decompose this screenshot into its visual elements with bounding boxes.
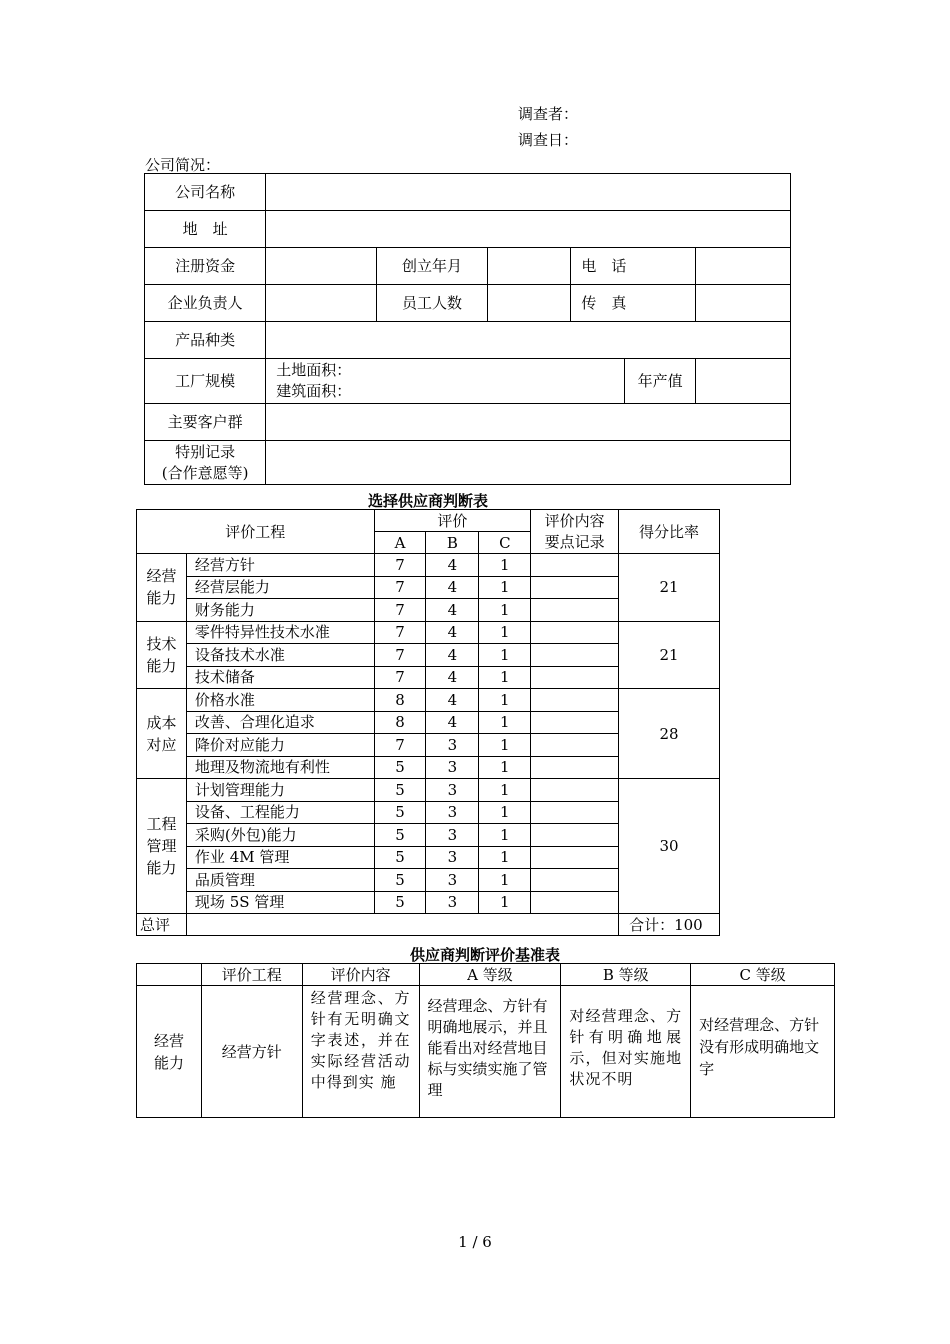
manager-value[interactable] (266, 285, 377, 322)
judge-row (137, 621, 720, 644)
judge-table-title: 选择供应商判断表 (367, 492, 488, 510)
judge-score-a: 7 (374, 644, 426, 667)
judge-notes[interactable] (531, 801, 619, 824)
judge-total-blank (186, 914, 618, 936)
judge-score-a: 5 (374, 846, 426, 869)
judge-item: 经营方针 (186, 554, 374, 577)
judge-score-a: 5 (374, 869, 426, 892)
judge-col-item: 评价工程 (137, 510, 375, 554)
judge-total-value: 合计：100 (619, 914, 720, 936)
manager-label: 企业负责人 (145, 285, 266, 322)
judge-row (137, 554, 720, 577)
judge-score-c: 1 (479, 599, 531, 622)
judge-group-name-line: 管理 (146, 837, 177, 855)
special-label-line1: 特别记录 (175, 442, 236, 461)
judge-group-name-line: 对应 (146, 735, 177, 754)
products-value[interactable] (266, 322, 791, 359)
judge-score-b: 4 (426, 644, 479, 667)
judge-score-c: 1 (479, 576, 531, 599)
founded-label: 创立年月 (377, 248, 487, 285)
phone-label: 电 话 (571, 248, 696, 285)
judge-notes[interactable] (531, 711, 619, 734)
judge-col-notes-line1: 评价内容 (544, 511, 605, 530)
building-label: 建筑面积： (276, 382, 352, 400)
survey-date-label: 调查日： (518, 131, 579, 149)
judge-score-c: 1 (479, 801, 531, 824)
judge-notes[interactable] (531, 554, 619, 577)
judge-item: 设备技术水准 (186, 644, 374, 667)
land-label: 土地面积： (276, 361, 352, 379)
criteria-col-b: B 等级 (561, 964, 691, 986)
criteria-col-c: C 等级 (691, 964, 835, 986)
judge-score-a: 5 (374, 801, 426, 824)
judge-group-ratio: 28 (619, 689, 720, 779)
judge-row (137, 689, 720, 712)
judge-col-b: B (426, 532, 479, 554)
criteria-a-level: 经营理念、方针有明确地展示，并且能看出对经营地目标与实绩实施了管理 (419, 986, 561, 1118)
judge-col-notes-line2: 要点记录 (544, 532, 605, 551)
criteria-col-item: 评价工程 (201, 964, 302, 986)
judge-group-name (137, 779, 187, 914)
founded-value[interactable] (487, 248, 571, 285)
judge-score-a: 8 (374, 689, 426, 712)
capital-value[interactable] (266, 248, 377, 285)
judge-score-b: 3 (426, 779, 479, 802)
judge-score-a: 7 (374, 621, 426, 644)
judge-score-b: 4 (426, 689, 479, 712)
judge-item: 作业 4M 管理 (186, 846, 374, 869)
capital-label: 注册资金 (145, 248, 266, 285)
judge-notes[interactable] (531, 779, 619, 802)
judge-notes[interactable] (531, 891, 619, 914)
judge-score-a: 5 (374, 891, 426, 914)
company-name-value[interactable] (266, 174, 791, 211)
criteria-category-line2: 能力 (153, 1053, 184, 1072)
judge-col-c: C (479, 532, 531, 554)
judge-score-b: 3 (426, 756, 479, 779)
factory-label: 工厂规模 (145, 359, 266, 404)
judge-score-c: 1 (479, 891, 531, 914)
judge-group-name (137, 689, 187, 779)
judge-notes[interactable] (531, 869, 619, 892)
judge-score-a: 7 (374, 576, 426, 599)
fax-value[interactable] (695, 285, 790, 322)
judge-group-name-line: 能力 (146, 589, 177, 608)
criteria-item: 经营方针 (201, 986, 302, 1118)
address-value[interactable] (266, 211, 791, 248)
judge-score-c: 1 (479, 779, 531, 802)
judge-group-name-line: 技术 (146, 634, 177, 653)
judge-group-ratio: 21 (619, 621, 720, 689)
judge-col-eval: 评价 (374, 510, 531, 532)
company-info-table (144, 173, 791, 485)
supplier-judge-table (136, 509, 720, 936)
judge-item: 计划管理能力 (186, 779, 374, 802)
judge-notes[interactable] (531, 599, 619, 622)
judge-score-a: 7 (374, 666, 426, 689)
customers-label: 主要客户群 (145, 404, 266, 441)
phone-value[interactable] (695, 248, 790, 285)
judge-notes[interactable] (531, 824, 619, 847)
fax-label: 传 真 (571, 285, 696, 322)
customers-value[interactable] (266, 404, 791, 441)
judge-group-name-line: 能力 (146, 656, 177, 675)
judge-score-b: 3 (426, 869, 479, 892)
judge-notes[interactable] (531, 644, 619, 667)
judge-score-a: 8 (374, 711, 426, 734)
judge-score-c: 1 (479, 644, 531, 667)
judge-group-name-line: 经营 (146, 567, 177, 586)
surveyor-label: 调查者： (518, 105, 579, 123)
judge-score-c: 1 (479, 689, 531, 712)
criteria-col-blank (137, 964, 202, 986)
judge-score-c: 1 (479, 554, 531, 577)
criteria-table-title: 供应商判断评价基准表 (409, 946, 560, 964)
judge-score-b: 3 (426, 734, 479, 757)
judge-notes[interactable] (531, 756, 619, 779)
page-number: 1 / 6 (458, 1233, 492, 1251)
judge-score-b: 4 (426, 554, 479, 577)
judge-item: 地理及物流地有利性 (186, 756, 374, 779)
criteria-category-line1: 经营 (153, 1031, 184, 1050)
judge-item: 经营层能力 (186, 576, 374, 599)
judge-notes[interactable] (531, 666, 619, 689)
judge-score-c: 1 (479, 734, 531, 757)
judge-item: 降价对应能力 (186, 734, 374, 757)
judge-notes[interactable] (531, 689, 619, 712)
judge-item: 价格水准 (186, 689, 374, 712)
judge-score-c: 1 (479, 846, 531, 869)
judge-score-b: 4 (426, 621, 479, 644)
staff-label: 员工人数 (377, 285, 487, 322)
judge-item: 财务能力 (186, 599, 374, 622)
judge-score-b: 3 (426, 891, 479, 914)
judge-total-label: 总评 (137, 914, 187, 936)
judge-group-name-line: 工程 (146, 815, 177, 833)
judge-item: 改善、合理化追求 (186, 711, 374, 734)
judge-notes[interactable] (531, 576, 619, 599)
criteria-content: 经营理念、方针有无明确文字表述，并在实际经营活动中得到实 施 (302, 986, 419, 1118)
judge-score-c: 1 (479, 666, 531, 689)
output-label: 年产值 (625, 359, 696, 404)
judge-score-b: 3 (426, 801, 479, 824)
judge-col-a: A (374, 532, 426, 554)
judge-score-a: 5 (374, 756, 426, 779)
criteria-table (136, 963, 835, 1118)
judge-notes[interactable] (531, 846, 619, 869)
judge-score-a: 7 (374, 554, 426, 577)
criteria-col-a: A 等级 (419, 964, 561, 986)
judge-score-b: 4 (426, 576, 479, 599)
judge-score-c: 1 (479, 711, 531, 734)
judge-item: 零件特异性技术水准 (186, 621, 374, 644)
judge-item: 技术储备 (186, 666, 374, 689)
judge-score-a: 5 (374, 779, 426, 802)
judge-score-b: 3 (426, 846, 479, 869)
judge-group-ratio: 30 (619, 779, 720, 914)
judge-notes[interactable] (531, 734, 619, 757)
company-name-label: 公司名称 (145, 174, 266, 211)
judge-score-c: 1 (479, 824, 531, 847)
judge-score-b: 4 (426, 711, 479, 734)
judge-item: 现场 5S 管理 (186, 891, 374, 914)
criteria-c-level: 对经营理念、方针没有形成明确地文字 (691, 986, 835, 1118)
judge-score-b: 4 (426, 666, 479, 689)
criteria-b-level: 对经营理念、方针有明确地展示，但对实施地状况不明 (561, 986, 691, 1118)
judge-group-name (137, 621, 187, 689)
judge-group-name-line: 成本 (146, 713, 177, 732)
judge-item: 采购(外包)能力 (186, 824, 374, 847)
special-label-line2: (合作意愿等) (161, 463, 249, 482)
judge-col-ratio: 得分比率 (619, 510, 720, 554)
company-section-label: 公司简况： (145, 156, 221, 174)
judge-group-ratio: 21 (619, 554, 720, 622)
judge-item: 品质管理 (186, 869, 374, 892)
special-value[interactable] (266, 441, 791, 485)
judge-score-b: 4 (426, 599, 479, 622)
judge-item: 设备、工程能力 (186, 801, 374, 824)
judge-row (137, 779, 720, 802)
judge-score-c: 1 (479, 621, 531, 644)
judge-score-a: 5 (374, 824, 426, 847)
judge-group-name-line: 能力 (146, 859, 177, 877)
judge-group-name (137, 554, 187, 622)
products-label: 产品种类 (145, 322, 266, 359)
judge-score-a: 7 (374, 599, 426, 622)
judge-score-c: 1 (479, 756, 531, 779)
criteria-col-content: 评价内容 (302, 964, 419, 986)
judge-notes[interactable] (531, 621, 619, 644)
address-label: 地 址 (145, 211, 266, 248)
staff-value[interactable] (487, 285, 571, 322)
judge-score-b: 3 (426, 824, 479, 847)
judge-score-c: 1 (479, 869, 531, 892)
output-value[interactable] (695, 359, 790, 404)
judge-score-a: 7 (374, 734, 426, 757)
